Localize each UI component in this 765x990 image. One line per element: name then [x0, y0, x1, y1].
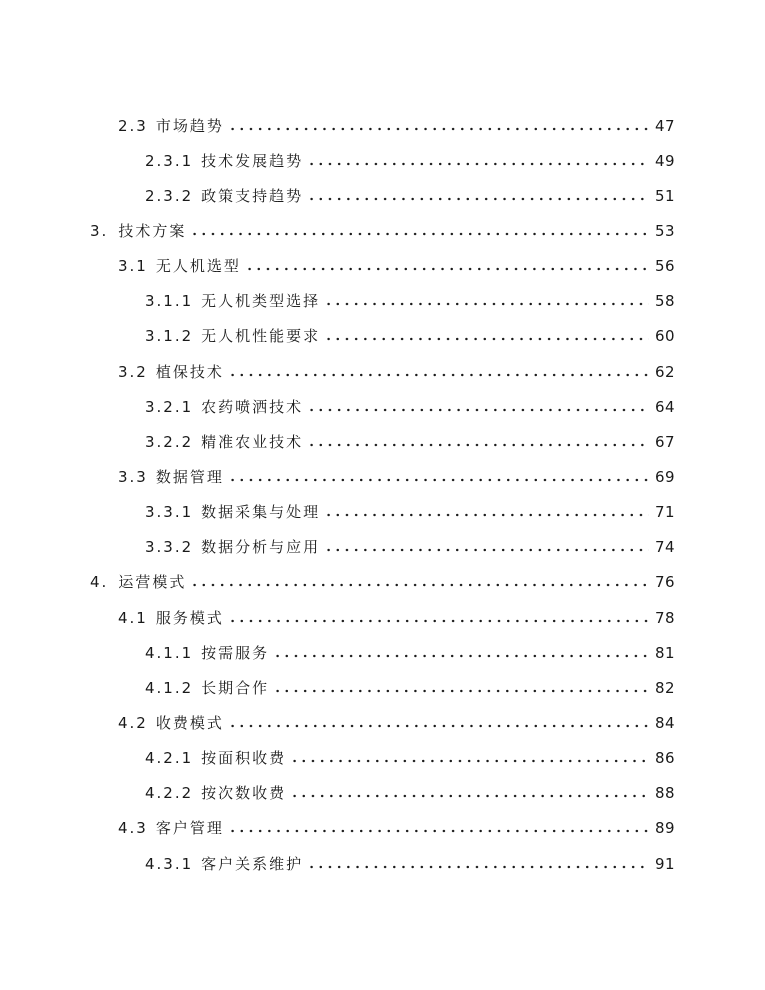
toc-entry-title: 技术发展趋势 — [201, 151, 304, 170]
toc-entry[interactable] — [0, 635, 765, 670]
toc-entry-title: 按需服务 — [201, 643, 270, 662]
toc-entry[interactable] — [0, 811, 765, 846]
toc-entry-title: 收费模式 — [155, 713, 224, 732]
toc-entry[interactable] — [0, 670, 765, 705]
toc-entry[interactable] — [0, 846, 765, 881]
toc-entry-title: 无人机选型 — [155, 257, 241, 276]
toc-entry-number: 3.3.2 — [145, 538, 194, 557]
toc-entry[interactable] — [0, 565, 765, 600]
toc-entry-title: 精准农业技术 — [201, 432, 304, 451]
dot-leader — [190, 575, 649, 595]
toc-entry[interactable] — [0, 354, 765, 389]
toc-entry[interactable] — [0, 213, 765, 248]
toc-entry[interactable] — [0, 705, 765, 740]
toc-entry-page-number: 74 — [655, 538, 676, 557]
dot-leader — [324, 294, 649, 314]
toc-entry-number: 4.2.2 — [145, 784, 194, 803]
table-of-contents — [0, 108, 765, 881]
toc-entry-title: 植保技术 — [155, 362, 224, 381]
dot-leader — [307, 857, 649, 877]
toc-entry-title: 客户关系维护 — [201, 854, 304, 873]
dot-leader — [290, 751, 649, 771]
toc-entry-title: 运营模式 — [118, 573, 187, 592]
toc-entry[interactable] — [0, 319, 765, 354]
toc-entry-number: 4.3.1 — [145, 854, 194, 873]
toc-entry[interactable] — [0, 424, 765, 459]
dot-leader — [324, 540, 649, 560]
toc-entry-number: 3.2.1 — [145, 397, 194, 416]
toc-entry-page-number: 58 — [655, 292, 676, 311]
toc-entry-title: 无人机性能要求 — [201, 327, 321, 346]
toc-entry-number: 3.1.1 — [145, 292, 194, 311]
toc-entry-page-number: 84 — [655, 713, 676, 732]
dot-leader — [228, 821, 649, 841]
toc-entry-number: 2.3.1 — [145, 151, 194, 170]
toc-entry-page-number: 82 — [655, 678, 676, 697]
toc-entry-title: 政策支持趋势 — [201, 186, 304, 205]
dot-leader — [324, 505, 649, 525]
toc-entry-number: 3.3.1 — [145, 503, 194, 522]
toc-entry-number: 4.1 — [118, 608, 148, 627]
toc-entry-number: 4.2 — [118, 713, 148, 732]
toc-entry-title: 按面积收费 — [201, 749, 287, 768]
toc-entry-number: 3.1 — [118, 257, 148, 276]
dot-leader — [290, 786, 649, 806]
dot-leader — [307, 435, 649, 455]
toc-entry-page-number: 71 — [655, 503, 676, 522]
toc-entry[interactable] — [0, 495, 765, 530]
toc-entry-number: 3.2 — [118, 362, 148, 381]
toc-entry-title: 数据分析与应用 — [201, 538, 321, 557]
toc-entry-page-number: 91 — [655, 854, 676, 873]
toc-entry-page-number: 89 — [655, 819, 676, 838]
toc-entry-number: 3.2.2 — [145, 432, 194, 451]
toc-entry-page-number: 67 — [655, 432, 676, 451]
toc-entry-number: 3.1.2 — [145, 327, 194, 346]
toc-entry-page-number: 76 — [655, 573, 676, 592]
toc-entry-page-number: 56 — [655, 257, 676, 276]
toc-entry-title: 长期合作 — [201, 678, 270, 697]
dot-leader — [324, 329, 649, 349]
toc-entry[interactable] — [0, 600, 765, 635]
toc-entry-number: 4.1.1 — [145, 643, 194, 662]
toc-entry-title: 按次数收费 — [201, 784, 287, 803]
dot-leader — [307, 154, 649, 174]
toc-entry-number: 2.3 — [118, 116, 148, 135]
toc-entry-title: 数据管理 — [155, 467, 224, 486]
toc-entry-title: 无人机类型选择 — [201, 292, 321, 311]
toc-entry[interactable] — [0, 249, 765, 284]
toc-entry-page-number: 69 — [655, 467, 676, 486]
toc-entry-page-number: 81 — [655, 643, 676, 662]
toc-entry[interactable] — [0, 108, 765, 143]
toc-entry-number: 2.3.2 — [145, 186, 194, 205]
toc-entry-number: 4.3 — [118, 819, 148, 838]
dot-leader — [228, 716, 649, 736]
dot-leader — [228, 611, 649, 631]
toc-entry-number: 4.1.2 — [145, 678, 194, 697]
toc-entry-number: 3. — [90, 221, 109, 240]
toc-entry-title: 服务模式 — [155, 608, 224, 627]
toc-entry-title: 市场趋势 — [155, 116, 224, 135]
toc-entry-page-number: 86 — [655, 749, 676, 768]
toc-entry-page-number: 62 — [655, 362, 676, 381]
dot-leader — [228, 470, 649, 490]
toc-entry-page-number: 78 — [655, 608, 676, 627]
toc-entry-number: 3.3 — [118, 467, 148, 486]
toc-entry-page-number: 60 — [655, 327, 676, 346]
toc-entry-title: 农药喷洒技术 — [201, 397, 304, 416]
dot-leader — [307, 189, 649, 209]
dot-leader — [228, 119, 649, 139]
toc-entry[interactable] — [0, 741, 765, 776]
toc-entry-number: 4.2.1 — [145, 749, 194, 768]
toc-entry-page-number: 88 — [655, 784, 676, 803]
toc-entry-page-number: 51 — [655, 186, 676, 205]
toc-entry[interactable] — [0, 178, 765, 213]
toc-entry[interactable] — [0, 530, 765, 565]
toc-entry-title: 客户管理 — [155, 819, 224, 838]
toc-entry-page-number: 53 — [655, 221, 676, 240]
dot-leader — [307, 400, 649, 420]
toc-entry-title: 数据采集与处理 — [201, 503, 321, 522]
toc-entry[interactable] — [0, 776, 765, 811]
toc-entry-number: 4. — [90, 573, 109, 592]
dot-leader — [273, 646, 649, 666]
toc-entry[interactable] — [0, 143, 765, 178]
dot-leader — [273, 681, 649, 701]
dot-leader — [245, 259, 649, 279]
toc-entry-title: 技术方案 — [118, 221, 187, 240]
toc-entry[interactable] — [0, 459, 765, 494]
toc-entry-page-number: 49 — [655, 151, 676, 170]
toc-entry[interactable] — [0, 284, 765, 319]
toc-entry-page-number: 47 — [655, 116, 676, 135]
toc-entry[interactable] — [0, 389, 765, 424]
toc-entry-page-number: 64 — [655, 397, 676, 416]
dot-leader — [228, 365, 649, 385]
dot-leader — [190, 224, 649, 244]
